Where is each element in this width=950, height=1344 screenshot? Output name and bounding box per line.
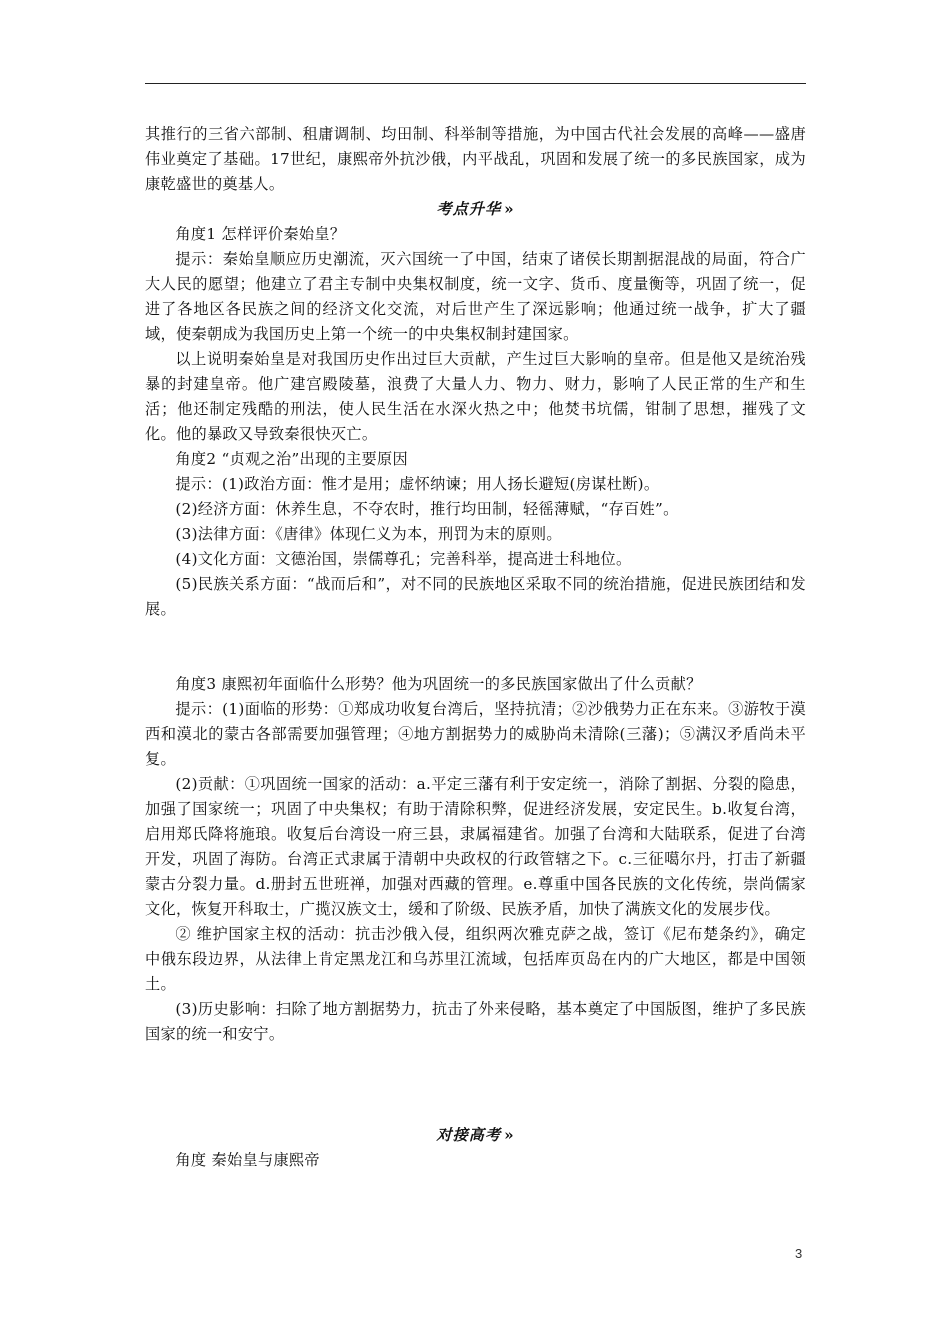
spacer: [145, 622, 806, 672]
angle3-sovereignty: ② 维护国家主权的活动：抗击沙俄入侵，组织两次雅克萨之战，签订《尼布楚条约》，确定中俄东段边界，从法律上肯定黑龙江和乌苏里江流域，包括库页岛在内的广大地区，都是中国领土。: [145, 925, 806, 993]
angle1-hint: 提示：秦始皇顺应历史潮流，灭六国统一了中国，结束了诸侯长期割据混战的局面，符合广大人民的愿望；他建立了君主专制中央集权制度，统一文字、货币、度量衡等，巩固了统一，促进了各地区各民族之间的经济文化交流，对后世产生了深远影响；他通过统一战争，扩大了疆域，使秦朝成为我国历史上第一个统一的中央集权制封建国家。: [145, 250, 806, 343]
angle1-summary: 以上说明秦始皇是对我国历史作出过巨大贡献，产生过巨大影响的皇帝。但是他又是统治残暴的封建皇帝。他广建宫殿陵墓，浪费了大量人力、物力、财力，影响了人民正常的生产和生活；他还制定残酷的刑法，使人民生活在水深火热之中；他焚书坑儒，钳制了思想，摧残了文化。他的暴政又导致秦很快灭亡。: [145, 350, 806, 443]
angle3-contribution: (2)贡献：①巩固统一国家的活动：a.平定三藩有利于安定统一，消除了割据、分裂的隐患，加强了国家统一；巩固了中央集权；有助于清除积弊，促进经济发展，安定民生。b.收复台湾，启用郑氏降将施琅。收复后台湾设一府三县，隶属福建省。加强了台湾和大陆联系，促进了台湾开发，巩固了海防。台湾正式隶属于清朝中央政权的行政管辖之下。c.三征噶尔丹，打击了新疆蒙古分裂力量。d.册封五世班禅，加强对西藏的管理。e.尊重中国各民族的文化传统，崇尚儒家文化，恢复开科取士，广揽汉族文士，缓和了阶级、民族矛盾，加快了满族文化的发展步伐。: [145, 775, 806, 918]
section-heading-duijie: [145, 1123, 806, 1148]
section-title: 对接高考: [436, 1126, 502, 1144]
angle2-item: (4)文化方面：文德治国，崇儒尊孔；完善科举，提高进士科地位。: [175, 550, 632, 568]
intro-paragraph: 其推行的三省六部制、租庸调制、均田制、科举制等措施，为中国古代社会发展的高峰——盛唐伟业奠定了基础。17世纪，康熙帝外抗沙俄，内平战乱，巩固和发展了统一的多民族国家，成为康乾盛世的奠基人。: [145, 125, 806, 193]
angle2-item: (3)法律方面：《唐律》体现仁义为本，刑罚为末的原则。: [175, 525, 562, 543]
double-chevron-icon: »: [504, 200, 515, 218]
angle4-title: 角度 秦始皇与康熙帝: [175, 1151, 320, 1169]
spacer: [145, 1047, 806, 1123]
angle2-title: 角度2 “贞观之治”出现的主要原因: [175, 450, 408, 468]
header-rule: [145, 83, 806, 84]
angle1-title: 角度1 怎样评价秦始皇？: [175, 225, 346, 243]
section-title: 考点升华: [436, 200, 502, 218]
angle2-item: (2)经济方面：休养生息，不夺农时，推行均田制，轻徭薄赋，“存百姓”。: [175, 500, 679, 518]
double-chevron-icon: »: [504, 1126, 515, 1144]
angle2-item: 提示：(1)政治方面：惟才是用；虚怀纳谏；用人扬长避短(房谋杜断)。: [175, 475, 660, 493]
angle3-title: 角度3 康熙初年面临什么形势？他为巩固统一的多民族国家做出了什么贡献？: [175, 675, 702, 693]
section-heading-kaodian: [145, 197, 806, 222]
angle3-situation: 提示：(1)面临的形势：①郑成功收复台湾后，坚持抗清；②沙俄势力正在东来。③游牧于漠西和漠北的蒙古各部需要加强管理；④地方割据势力的威胁尚未清除(三藩)；⑤满汉矛盾尚未平复。: [145, 700, 806, 768]
angle2-item: (5)民族关系方面：“战而后和”，对不同的民族地区采取不同的统治措施，促进民族团结和发展。: [145, 575, 806, 618]
angle3-impact: (3)历史影响：扫除了地方割据势力，抗击了外来侵略，基本奠定了中国版图，维护了多民族国家的统一和安宁。: [145, 1000, 806, 1043]
page-number: 3: [795, 1246, 803, 1261]
page-content: [145, 122, 806, 1173]
